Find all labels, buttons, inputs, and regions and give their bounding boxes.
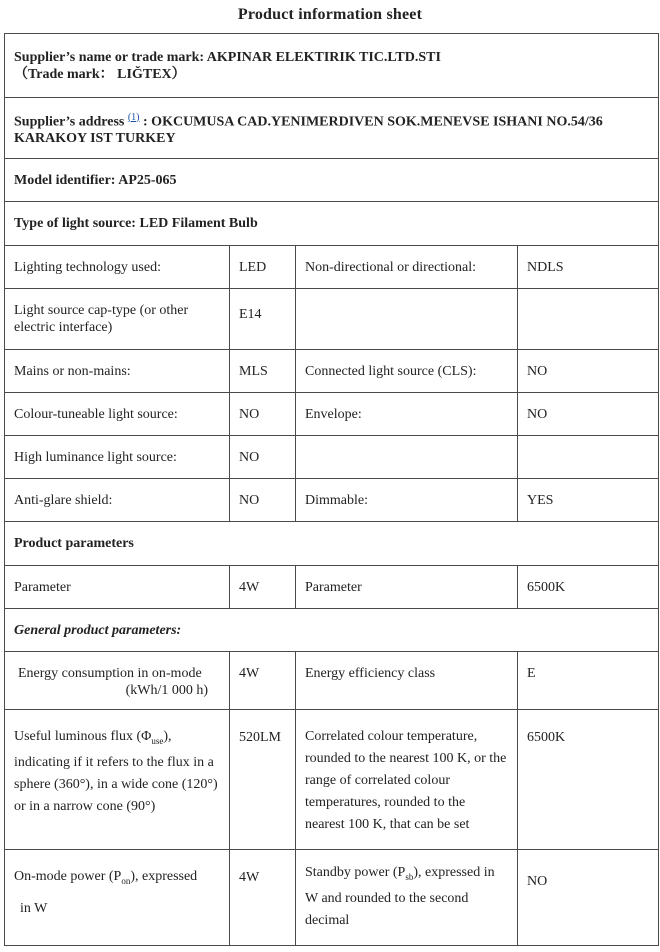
row-label: Dimmable: — [296, 479, 518, 522]
supplier-address-row — [5, 98, 659, 159]
general-parameters-heading-row — [5, 609, 659, 652]
row-value: NO — [230, 393, 296, 436]
table-row — [5, 246, 659, 289]
row-label: Anti-glare shield: — [5, 479, 230, 522]
model-row — [5, 159, 659, 202]
supplier-name-label: Supplier’s name or trade mark: — [14, 49, 205, 65]
footnote-link[interactable]: (1) — [127, 111, 140, 123]
row-value: YES — [518, 479, 659, 522]
energy-class-value: E — [518, 652, 659, 710]
table-row — [5, 566, 659, 609]
energy-consumption-row — [5, 652, 659, 710]
general-parameters-heading: General product parameters: — [5, 609, 659, 652]
light-source-type-cell — [5, 202, 659, 246]
row-value: NO — [518, 393, 659, 436]
model-value: AP25-065 — [118, 172, 177, 188]
row-label: High luminance light source: — [5, 436, 230, 479]
light-source-type-label: Type of light source: — [14, 216, 136, 231]
row-value: 6500K — [518, 566, 659, 609]
standby-power-value: NO — [518, 850, 659, 946]
power-label-sub: on — [121, 875, 131, 886]
standby-power-label — [296, 850, 518, 946]
supplier-address-cell — [5, 98, 659, 159]
row-label: Lighting technology used: — [5, 246, 230, 289]
light-source-type-row — [5, 202, 659, 246]
on-mode-power-value: 4W — [230, 850, 296, 946]
power-label-b: ), expressed — [130, 869, 198, 884]
supplier-address-label: Supplier’s address — [14, 114, 125, 130]
row-label — [296, 436, 518, 479]
power-row — [5, 850, 659, 946]
row-label: Connected light source (CLS): — [296, 350, 518, 393]
flux-label-b: ), indicating if it refers to the flux in a sphere (360°), in a wide cone (120°) or in a narrow cone (90°) — [14, 729, 218, 814]
table-row — [5, 479, 659, 522]
luminous-flux-label — [5, 710, 230, 850]
table-row — [5, 350, 659, 393]
power-label-line2: in W — [20, 900, 48, 916]
row-value: NO — [230, 479, 296, 522]
row-label: Colour-tuneable light source: — [5, 393, 230, 436]
row-value — [518, 436, 659, 479]
row-label: Light source cap-type (or other electric interface) — [5, 289, 230, 350]
table-row — [5, 289, 659, 350]
power-label-a: On-mode power (P — [14, 869, 122, 884]
row-value — [518, 289, 659, 350]
row-label: Mains or non-mains: — [5, 350, 230, 393]
on-mode-power-label — [5, 850, 230, 946]
row-value: NO — [230, 436, 296, 479]
standby-label-a: Standby power (P — [305, 865, 406, 880]
row-value: NO — [518, 350, 659, 393]
light-source-type-value: LED Filament Bulb — [139, 216, 258, 231]
luminous-flux-value: 520LM — [230, 710, 296, 850]
supplier-name-row — [5, 34, 659, 98]
model-cell — [5, 159, 659, 202]
colour-temperature-label: Correlated colour temperature, rounded to the nearest 100 K, or the range of correlated colour temperatures, rounded to the nearest 100 K, that can be set — [296, 710, 518, 850]
table-row — [5, 393, 659, 436]
row-label: Non-directional or directional: — [296, 246, 518, 289]
table-row — [5, 436, 659, 479]
product-parameters-heading: Product parameters — [5, 522, 659, 566]
flux-label-sub: use — [151, 735, 164, 746]
energy-class-label: Energy efficiency class — [296, 652, 518, 710]
model-label: Model identifier: — [14, 172, 116, 188]
standby-label-sub: sb — [405, 871, 414, 882]
supplier-name-cell — [5, 34, 659, 98]
page-title: Product information sheet — [237, 6, 423, 23]
row-value: NDLS — [518, 246, 659, 289]
row-value: LED — [230, 246, 296, 289]
energy-consumption-value: 4W — [230, 652, 296, 710]
row-label: Parameter — [296, 566, 518, 609]
product-parameters-heading-row — [5, 522, 659, 566]
energy-consumption-label — [5, 652, 230, 710]
product-info-table — [4, 33, 659, 946]
standby-label-b: ), expressed in W and rounded to the second decimal — [305, 865, 495, 928]
flux-label-a: Useful luminous flux (Φ — [14, 729, 152, 744]
row-value: E14 — [230, 289, 296, 350]
energy-consumption-label-line2: (kWh/1 000 h) — [125, 683, 208, 698]
row-value: MLS — [230, 350, 296, 393]
energy-consumption-label-line1: Energy consumption in on-mode — [18, 666, 202, 681]
row-label — [296, 289, 518, 350]
row-value: 4W — [230, 566, 296, 609]
row-label: Parameter — [5, 566, 230, 609]
luminous-flux-row — [5, 710, 659, 850]
row-label: Envelope: — [296, 393, 518, 436]
colour-temperature-value: 6500K — [518, 710, 659, 850]
supplier-name-value: AKPINAR ELEKTIRIK TIC.LTD.STI — [206, 49, 441, 65]
trade-mark: （Trade mark： LIĞTEX） — [14, 66, 186, 82]
supplier-address-value: : OKCUMUSA CAD.YENIMERDIVEN SOK.MENEVSE ISHANI NO.54/36 KARAKOY IST TURKEY — [14, 114, 603, 147]
